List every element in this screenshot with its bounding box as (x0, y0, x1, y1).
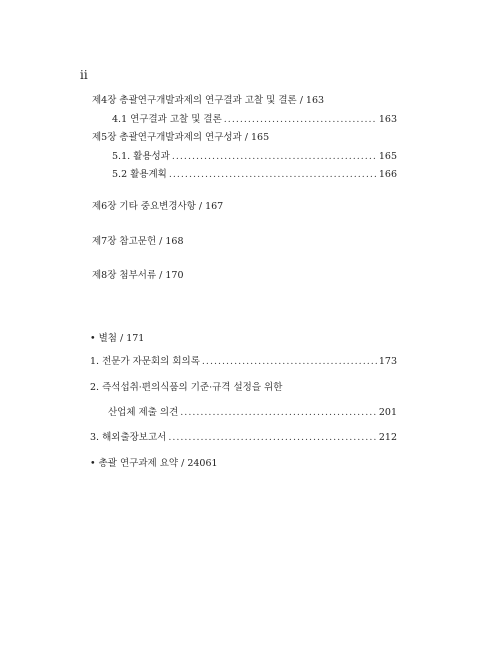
toc-leader-dots (202, 356, 377, 367)
appendix-item-label: 1. 전문가 자문회의 회의록 (90, 356, 200, 367)
appendix-footer: • 총괄 연구과제 요약 / 24061 (90, 458, 218, 469)
toc-entry-page: 166 (378, 169, 397, 180)
toc-chapter-4: 제4장 총괄연구개발과제의 연구결과 고찰 및 결론 / 163 (92, 95, 325, 106)
appendix-item-2-line-2 (108, 404, 397, 418)
toc-entry-label: 5.2 활용계획 (112, 169, 167, 180)
toc-leader-dots (224, 114, 377, 125)
toc-entry-4-1 (112, 111, 397, 125)
toc-entry-5-1 (112, 148, 397, 162)
appendix-header: • 별첨 / 171 (90, 333, 145, 344)
appendix-item-page: 212 (378, 432, 397, 443)
toc-leader-dots (168, 432, 377, 443)
toc-leader-dots (180, 407, 377, 418)
toc-chapter-6: 제6장 기타 중요변경사항 / 167 (92, 201, 224, 212)
toc-entry-5-2 (112, 166, 397, 180)
toc-chapter-7: 제7장 참고문헌 / 168 (92, 236, 184, 247)
toc-entry-label: 4.1 연구결과 고찰 및 결론 (112, 114, 222, 125)
toc-entry-label: 5.1. 활용성과 (112, 151, 170, 162)
page-number: ii (80, 68, 88, 82)
appendix-item-page: 173 (378, 356, 397, 367)
appendix-item-page: 201 (378, 407, 397, 418)
appendix-item-3 (90, 429, 397, 443)
toc-leader-dots (172, 151, 377, 162)
appendix-item-1 (90, 353, 397, 367)
toc-entry-page: 165 (378, 151, 397, 162)
appendix-item-2-line-1: 2. 즉석섭취·편의식품의 기준·규격 설정을 위한 (90, 382, 283, 393)
appendix-item-label: 산업체 제출 의견 (108, 407, 179, 418)
toc-chapter-5: 제5장 총괄연구개발과제의 연구성과 / 165 (92, 132, 270, 143)
appendix-item-label: 3. 해외출장보고서 (90, 432, 167, 443)
toc-chapter-8: 제8장 첨부서류 / 170 (92, 270, 184, 281)
toc-leader-dots (169, 169, 377, 180)
toc-entry-page: 163 (378, 114, 397, 125)
